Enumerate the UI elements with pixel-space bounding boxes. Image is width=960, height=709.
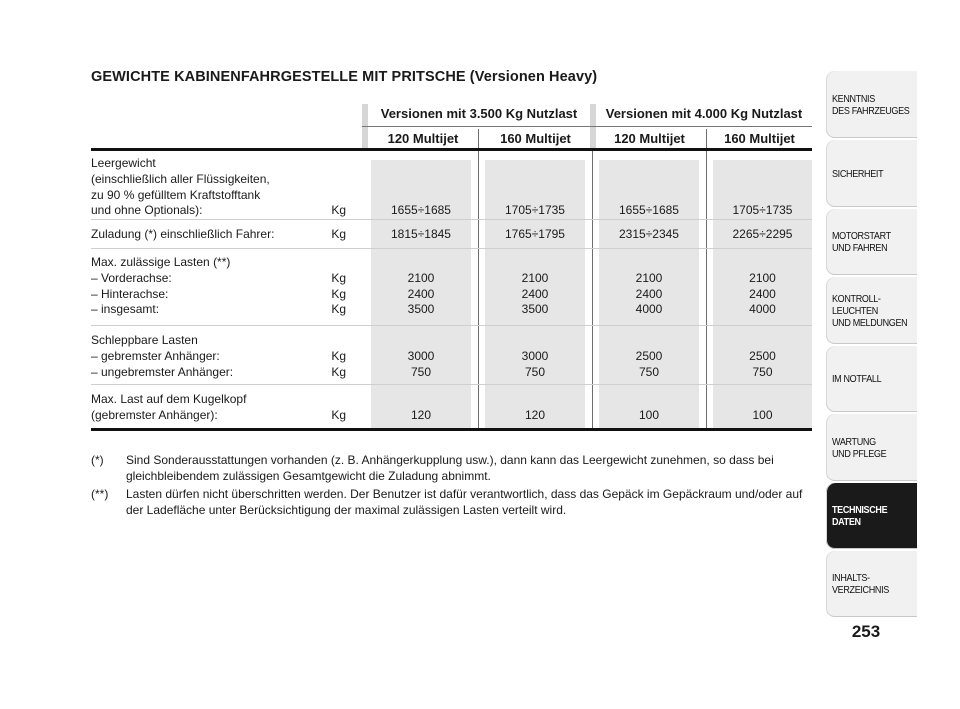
tab-label: KONTROLL- LEUCHTEN UND MELDUNGEN — [832, 292, 908, 329]
row-unit: Kg Kg — [331, 348, 346, 379]
page-title: GEWICHTE KABINENFAHRGESTELLE MIT PRITSCHE (Versionen Heavy) — [91, 69, 598, 85]
cell-value: 3000 750 — [407, 348, 435, 379]
tab-label: KENNTNIS DES FAHRZEUGES — [832, 92, 910, 117]
tab-kontrollleuchten[interactable] — [826, 277, 917, 344]
cell-value: 2265÷2295 — [732, 227, 793, 241]
table-bottom-rule — [91, 428, 812, 431]
header-engine-4: 160 Multijet — [724, 131, 795, 146]
tab-label: MOTORSTART UND FAHREN — [832, 230, 891, 254]
cell-value: 2500 750 — [635, 348, 663, 379]
cell-value: 1705÷1735 — [505, 203, 565, 218]
tab-label: SICHERHEIT — [832, 167, 884, 180]
row-divider — [91, 219, 812, 220]
header-engine-2: 160 Multijet — [500, 131, 571, 146]
tab-sicherheit[interactable] — [826, 140, 917, 207]
tab-motorstart[interactable] — [826, 209, 917, 275]
row-unit: Kg Kg Kg — [331, 270, 346, 317]
row-label: Max. Last auf dem Kugelkopf (gebremster Anhänger): — [91, 392, 247, 422]
cell-value: 1655÷1685 — [391, 203, 451, 218]
row-unit: Kg — [331, 203, 346, 218]
row-label: Schleppbare Lasten – gebremster Anhänger: – ungebremster Anhänger: — [91, 333, 234, 379]
row-divider — [91, 248, 812, 249]
tab-label: TECHNISCHE DATEN — [832, 504, 888, 528]
tab-label: WARTUNG UND PFLEGE — [832, 435, 887, 460]
cell-value: 2500 750 — [749, 348, 776, 379]
cell-value: 120 — [410, 407, 432, 422]
cell-value: 3000 750 — [521, 348, 549, 379]
footnote-text: Sind Sonderausstattungen vorhanden (z. B. Anhängerkupplung usw.), dann kann das Leergewicht zunehmen, so dass bei gleichbleibendem zulässigen Gesamtgewicht die Zuladung abnimmt. — [126, 453, 774, 483]
page-number: 253 — [851, 622, 881, 641]
row-label: Leergewicht (einschließlich aller Flüssigkeiten, zu 90 % gefülltem Kraftstofftank und ohne Optionals): — [91, 156, 270, 218]
footnote-mark: (**) — [91, 487, 109, 501]
footnote-1 — [91, 453, 811, 485]
header-group-3500: Versionen mit 3.500 Kg Nutzlast — [380, 106, 578, 121]
tab-kenntnis[interactable] — [826, 71, 917, 138]
tab-im-notfall[interactable] — [826, 346, 917, 412]
row-unit: Kg — [331, 407, 346, 422]
row-label: Max. zulässige Lasten (**) – Vorderachse: – Hinterachse: – insgesamt: — [91, 255, 231, 317]
tab-label: IM NOTFALL — [832, 373, 882, 385]
footnote-text: Lasten dürfen nicht überschritten werden. Der Benutzer ist dafür verantwortlich, dass das Gepäck im Gepäckraum und/oder auf der Ladefläche unter Berücksichtigung der maximal zulässigen Lasten verteilt wird. — [126, 487, 803, 517]
cell-value: 1815÷1845 — [391, 227, 451, 241]
cell-value: 2315÷2345 — [619, 227, 679, 241]
header-engine-3: 120 Multijet — [614, 131, 685, 146]
header-group-4000: Versionen mit 4.000 Kg Nutzlast — [605, 106, 803, 121]
cell-value: 1655÷1685 — [619, 203, 679, 218]
column-separator — [592, 149, 593, 429]
cell-value: 1765÷1795 — [505, 227, 565, 241]
tab-label: INHALTS- VERZEICHNIS — [832, 572, 889, 596]
tab-wartung[interactable] — [826, 414, 917, 481]
tab-inhaltsverzeichnis[interactable] — [826, 551, 917, 617]
header-engine-1: 120 Multijet — [387, 131, 459, 146]
footnote-mark: (*) — [91, 453, 104, 467]
row-label: Zuladung (*) einschließlich Fahrer: — [91, 227, 275, 241]
row-unit: Kg — [331, 227, 346, 241]
row-divider — [91, 384, 812, 385]
table-top-rule — [91, 148, 812, 151]
tab-technische-daten[interactable] — [826, 483, 917, 549]
cell-value: 100 — [638, 407, 660, 422]
cell-value: 2100 2400 3500 — [407, 270, 435, 317]
footnote-2 — [91, 487, 811, 519]
row-divider — [91, 325, 812, 326]
cell-value: 100 — [752, 407, 773, 422]
cell-value: 2100 2400 4000 — [635, 270, 663, 317]
header-divider — [362, 126, 812, 127]
cell-value: 2100 2400 3500 — [521, 270, 549, 317]
cell-value: 1705÷1735 — [732, 203, 793, 218]
cell-value: 120 — [524, 407, 546, 422]
cell-value: 2100 2400 4000 — [749, 270, 776, 317]
